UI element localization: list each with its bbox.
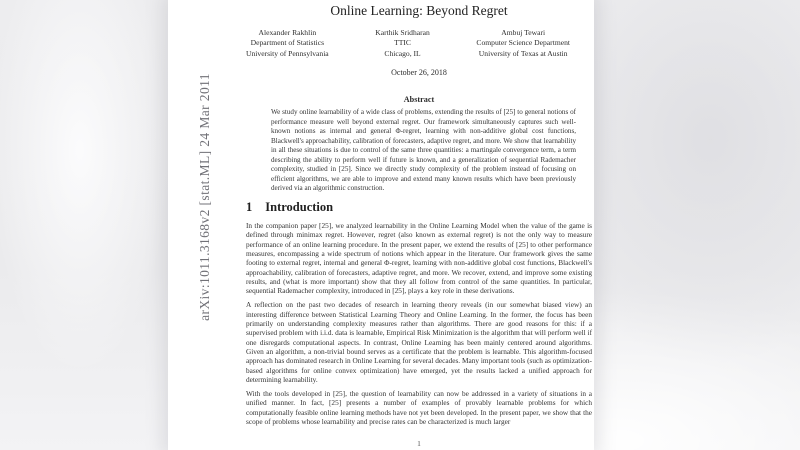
- section-number: 1: [246, 200, 253, 214]
- page-number: 1: [417, 439, 421, 448]
- author-name: Karthik Sridharan: [375, 28, 430, 37]
- author-affiliation: Chicago, IL: [384, 48, 421, 58]
- paragraph: With the tools developed in [25], the question of learnability can now be addressed in a variety of situations in a unified manner. In fact, [25] presents a number of examples of provably learnable problems for which computationally feasible online learning methods have not yet been developed. In the present paper, we show that the scope of problems whose learnability and precise rates can be characterized is much larger: [246, 388, 592, 426]
- paragraph: A reflection on the past two decades of research in learning theory reveals (in our somewhat biased view) an interesting difference between Statistical Learning Theory and Online Learning. In the former, the focus has been primarily on understanding complexity measures rather than algorithms. There are good reasons for this: if a supervised problem with i.i.d. data is learnable, Empirical Risk Minimization is the algorithm that will perform well if one disregards computational aspects. In contrast, Online Learning has been mainly centered around algorithms. Given an algorithm, a non-trivial bound serves as a certificate that the problem is learnable. This algorithm-focused approach has dominated research in Online Learning for several decades. Many important tools (such as optimization-based algorithms for online convex optimization) have emerged, yet the results lacked a unified approach for determining learnability.: [246, 300, 592, 384]
- author-block-row: [246, 28, 592, 59]
- abstract-text: We study online learnability of a wide class of problems, extending the results of [25] to general notions of performance measure well beyond external regret. Our framework simultaneously captures such well-known notions as internal and general Φ-regret, learning with non-additive global cost functions, Blackwell's approachability, calibration of forecasters, adaptive regret, and more. We show that learnability in all these situations is due to control of the same three quantities: a martingale convergence term, a term describing the ability to perform well if future is known, and a generalization of sequential Rademacher complexity, studied in [25]. Since we directly study complexity of the problem instead of focusing on efficient algorithms, we are able to improve and extend many known results which have been previously derived via an algorithmic construction.: [271, 108, 576, 193]
- author-affiliation: University of Texas at Austin: [478, 48, 568, 58]
- author-affiliation: University of Pennsylvania: [246, 48, 329, 58]
- paragraph: In the companion paper [25], we analyzed learnability in the Online Learning Model when the value of the game is defined through minimax regret. However, regret (also known as external regret) is not the only way to measure performance of an online learning procedure. In the present paper, we extend the results of [25] to other performance measures, encompassing a wide spectrum of notions which appear in the literature. Our framework gives the same footing to external regret, internal and general Φ-regret, learning with non-additive global cost functions, Blackwell's approachability, calibration of forecasters, adaptive regret, and more. We recover, extend, and improve some existing results, and (what is more important) show that they all follow from control of the same quantities. In particular, sequential Rademacher complexity, introduced in [25], plays a key role in these derivations.: [246, 221, 592, 296]
- author-block: [476, 28, 570, 59]
- abstract-heading: Abstract: [403, 95, 435, 104]
- author-affiliation: Computer Science Department: [476, 38, 570, 48]
- author-affiliation: Department of Statistics: [250, 38, 325, 48]
- arxiv-stamp: arXiv:1011.3168v2 [stat.ML] 24 Mar 2011: [197, 73, 212, 321]
- paper-date: October 26, 2018: [391, 68, 447, 77]
- author-block: [375, 28, 430, 59]
- paper-title: Online Learning: Beyond Regret: [330, 3, 508, 18]
- section-body: [246, 221, 592, 431]
- section-heading-introduction: [246, 200, 333, 215]
- author-name: Alexander Rakhlin: [258, 28, 317, 37]
- section-title: Introduction: [265, 200, 334, 214]
- author-block: [246, 28, 329, 59]
- author-affiliation: TTIC: [394, 38, 411, 48]
- paper-page: [168, 0, 594, 450]
- author-name: Ambuj Tewari: [501, 28, 546, 37]
